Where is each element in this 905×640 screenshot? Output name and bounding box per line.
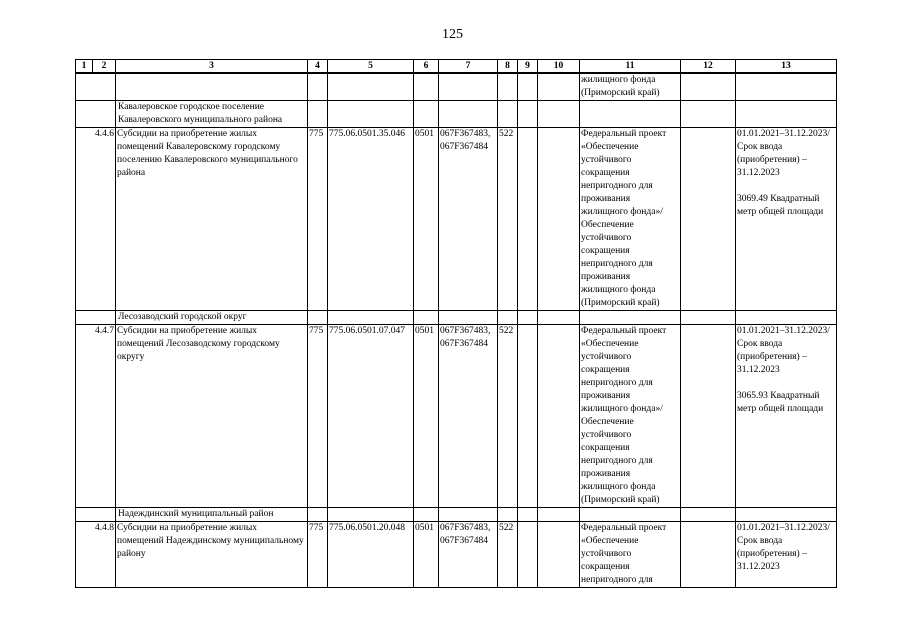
continuation-col11: жилищного фонда (Приморский край) [580, 73, 681, 101]
table-row [76, 128, 837, 311]
row-name: Субсидии на приобретение жилых помещений Лесозаводскому городскому округу [116, 325, 308, 508]
section-title: Кавалеровское городское поселение Кавалеровского муниципального района [116, 101, 308, 128]
row-col11: Федеральный проект «Обеспечение устойчивого сокращения непригодного для проживания жилищного фонда»/Обеспечение устойчивого сокращения непригодного для проживания жилищного фонда (Приморский край) [580, 325, 681, 508]
row-col7: 067F367483, 067F367484 [439, 522, 498, 588]
row-col13-area: 3069.49 Квадратный метр общей площади [737, 194, 824, 217]
row-col6: 0501 [414, 128, 439, 311]
col-header-7: 7 [439, 60, 498, 74]
row-col13-period: 01.01.2021–31.12.2023/ Срок ввода (приобретения) – 31.12.2023 [737, 129, 830, 178]
section-row [76, 101, 837, 128]
table-row [76, 522, 837, 588]
row-number: 4.4.8 [76, 522, 116, 588]
header-row [76, 60, 837, 74]
row-col13 [736, 128, 837, 311]
row-name: Субсидии на приобретение жилых помещений Надеждинскому муниципальному району [116, 522, 308, 588]
section-row [76, 508, 837, 522]
section-row [76, 311, 837, 325]
row-col6: 0501 [414, 325, 439, 508]
row-col4: 775 [308, 325, 328, 508]
section-title: Надеждинский муниципальный район [116, 508, 308, 522]
row-col5: 775.06.0501.35.046 [328, 128, 414, 311]
row-col11: Федеральный проект «Обеспечение устойчивого сокращения непригодного для [580, 522, 681, 588]
row-col7: 067F367483, 067F367484 [439, 325, 498, 508]
continuation-row [76, 73, 837, 101]
row-col5: 775.06.0501.07.047 [328, 325, 414, 508]
col-header-6: 6 [414, 60, 439, 74]
row-col13-period: 01.01.2021–31.12.2023/ Срок ввода (приобретения) – 31.12.2023 [737, 326, 830, 375]
row-col13-period: 01.01.2021–31.12.2023/ Срок ввода (приобретения) – 31.12.2023 [737, 523, 830, 572]
row-col8: 522 [498, 522, 518, 588]
row-col8: 522 [498, 325, 518, 508]
col-header-2: 2 [93, 60, 116, 74]
col-header-4: 4 [308, 60, 328, 74]
row-col7: 067F367483, 067F367484 [439, 128, 498, 311]
col-header-1: 1 [76, 60, 93, 74]
col-header-12: 12 [681, 60, 736, 74]
row-col4: 775 [308, 522, 328, 588]
col-header-9: 9 [518, 60, 538, 74]
row-col8: 522 [498, 128, 518, 311]
table-row [76, 325, 837, 508]
row-col13-area: 3065.93 Квадратный метр общей площади [737, 391, 824, 414]
col-header-11: 11 [580, 60, 681, 74]
row-col13 [736, 325, 837, 508]
row-col4: 775 [308, 128, 328, 311]
row-number: 4.4.7 [76, 325, 116, 508]
budget-table [75, 59, 837, 588]
row-col6: 0501 [414, 522, 439, 588]
section-title: Лесозаводский городской округ [116, 311, 308, 325]
col-header-5: 5 [328, 60, 414, 74]
row-col5: 775.06.0501.20.048 [328, 522, 414, 588]
row-name: Субсидии на приобретение жилых помещений Кавалеровскому городскому поселению Кавалеровского муниципального района [116, 128, 308, 311]
page-number: 125 [442, 27, 463, 42]
row-number: 4.4.6 [76, 128, 116, 311]
col-header-3: 3 [116, 60, 308, 74]
row-col13 [736, 522, 837, 588]
col-header-8: 8 [498, 60, 518, 74]
row-col11: Федеральный проект «Обеспечение устойчивого сокращения непригодного для проживания жилищного фонда»/Обеспечение устойчивого сокращения непригодного для проживания жилищного фонда (Приморский край) [580, 128, 681, 311]
col-header-13: 13 [736, 60, 837, 74]
col-header-10: 10 [538, 60, 580, 74]
